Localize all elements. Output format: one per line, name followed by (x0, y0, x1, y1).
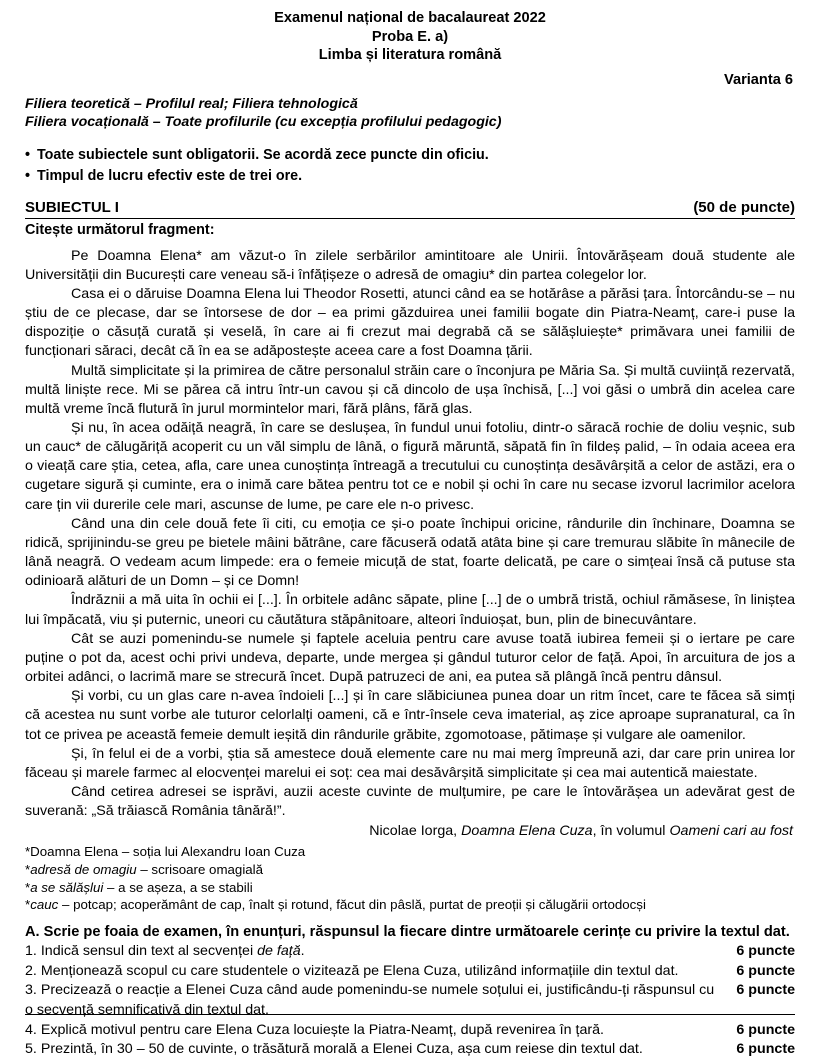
attribution-connector: , în volumul (592, 823, 670, 840)
question-text (25, 963, 679, 979)
header-title-line-1: Examenul național de bacalaureat 2022 (274, 10, 546, 26)
question-points: 6 puncte (736, 1021, 795, 1038)
fragment-paragraph: Îndrăznii a mă uita în ochii ei [...]. În orbitele adânc săpate, pline [...] de o umbră tristă, ochiul rămăsese, în liniștea lui împăcată, viu și puternic, uneori cu căutătura stăpânitoare, alteori înduioșat, bun, plin de binecuvântare. (25, 592, 795, 628)
fragment-paragraph: Pe Doamna Elena* am văzut-o în zilele serbărilor amintitoare ale Unirii. Întovărășeam două studente ale Universității din București care veneau să-i înfățișeze o adresă de omagiu* din partea colegelor lor. (25, 247, 795, 283)
bullet-icon: • (25, 167, 31, 184)
filiera-line-2: Filiera vocațională – Toate profilurile (cu excepția profilului pedagogic) (25, 114, 502, 131)
bullet-icon: • (25, 146, 31, 163)
source-attribution (25, 822, 795, 841)
question-body-tail: . (300, 943, 305, 960)
task-a-block (25, 923, 795, 1060)
note-item-1-label: Toate subiectele sunt obligatorii. Se acordă zece puncte din oficiu. (37, 146, 489, 163)
question-number: 2. (25, 962, 41, 979)
footnote-4 (25, 896, 795, 914)
question-number: 5. (25, 1041, 41, 1058)
header-title-line-3: Limba și literatura română (318, 47, 502, 64)
footnote-star-icon: * (25, 879, 31, 895)
fragment-paragraph: Și, în felul ei de a vorbi, știa să amestece două elemente care nu mai merg împreună azi, dar care prin unirea lor făceau și marele farmec al elocvenței marelui ei soț: cea mai desăvârșită simplicitate și cea mai autentică maiestate. (25, 745, 795, 781)
fragment-paragraph: Multă simplicitate și la primirea de către personalul străin care o înconjura pe Măria Sa. Și multă cuviință rezervată, multă liniște rece. Mi se părea că intru într-un cavou și că dincolo de ușa închisă, [...] voi găsi o umbră din acelea care multă vreme încă flutură în jurul mormintelor mari, fără plâns, fără glas. (25, 362, 795, 417)
question-italic-term: de față (257, 943, 301, 960)
question-body: Menționează scopul cu care studentele o vizitează pe Elena Cuza, utilizând informațiile din textul dat. (40, 962, 679, 979)
footnote-4-term: cauc (30, 897, 59, 913)
exam-notes (25, 145, 795, 187)
header-title-line-2: Proba E. a) (371, 28, 449, 45)
read-fragment-instruction: Citește următorul fragment: (25, 221, 215, 238)
footnote-4-definition: – potcap; acoperământ de cap, înalt și rotund, făcut din pâslă, purtat de preoții și călugării ortodocși (58, 897, 646, 913)
question-body: Precizează o reacție a Elenei Cuza când aude pomenindu-se numele soțului ei, justificându-ți răspunsul cu o secvență semnificativă din textul dat. (25, 982, 715, 1018)
fragment-paragraph: Cât se auzi pomenindu-se numele și faptele aceluia pentru care avuse toată iubirea femeii și o iertare pe care puține o pot da, acest ochi privi undeva, departe, unde mergea și gândul tuturor celor de față. Apoi, în arcuitura de jos a orbitei adânci, o lacrimă mare se strecură încet. După patruzeci de ani, ea putea să plângă încă pentru dânsul. (25, 630, 795, 686)
footnotes-block (25, 843, 795, 913)
attribution-volume-title: Oameni cari au fost (669, 823, 793, 840)
subject-points: (50 de puncte) (693, 198, 795, 216)
fragment-paragraph: Casa ei o dăruise Doamna Elena lui Theodor Rosetti, atunci când ea se hotărâse a părăsi țara. Întorcându-se – nu știu de ce plecase, dar se întorsese de dor – ea primi găzduirea unei familii bogate din Piatra-Neamț, care-i puse la dispoziție o căsuță curată și veselă, în care ai fi crezut mai degrabă că se sălășluiește* primăvara unei familii de funcționari săraci, decât că în ea se adăpostește aceea care a fost Doamna țării. (25, 285, 795, 360)
subject-heading (25, 198, 795, 219)
attribution-author: Nicolae Iorga, (369, 823, 462, 840)
task-a-instruction: A. Scrie pe foaia de examen, în enunțuri, răspunsul la fiecare dintre următoarele cerințe cu privire la textul dat. (25, 923, 790, 940)
subject-title: SUBIECTUL I (25, 198, 119, 216)
question-body: Explică motivul pentru care Elena Cuza locuiește la Piatra-Neamț, după revenirea în țară. (40, 1021, 605, 1038)
question-text (25, 1041, 643, 1057)
footnote-3 (25, 879, 795, 897)
fragment-paragraph: Și vorbi, cu un glas care n-avea îndoieli [...] și în care slăbiciunea punea doar un ritm încet, care te făcea să simți că acestea nu sunt vorbe ale tuturor celorlalți oameni, că e într-însele ceva imaterial, aș zice aproape supranatural, ca în tot ce privea pe această femeie demult ieșită din rândurile grăbite, zgomotoase, pătimașe și vulgare ale oamenilor. (25, 688, 795, 743)
fragment-paragraph: Când una din cele două fete îi citi, cu emoția ce și-o poate închipui oricine, rândurile din închinare, Doamna se ridică, sprijinindu-se greu pe bietele mâini bătrâne, care făcuseră odată atâta bine și care tremurau slăbite în mânecile de lână neagră. O vedeam acum limpede: era o femeie micuță de stat, foarte delicată, pe care o simțeai însă că putuse sta odinioară alături de un Domn – și ce Domn! (25, 515, 795, 590)
footnote-1: *Doamna Elena – soția lui Alexandru Ioan Cuza (25, 844, 306, 860)
note-item-1 (25, 145, 795, 166)
footnote-2-definition: – scrisoare omagială (136, 862, 264, 878)
task-a-question-list (25, 942, 795, 1060)
question-body: Prezintă, în 30 – 50 de cuvinte, o trăsătură morală a Elenei Cuza, așa cum reiese din textul dat. (40, 1041, 643, 1058)
footnote-star-icon: * (25, 862, 31, 878)
document-header (25, 9, 795, 65)
fragment-paragraph: Când cetirea adresei se isprăvi, auzii aceste cuvinte de mulțumire, pe care le întovărășea un adevărat gest de suverană: „Să trăiască România tânără!”. (25, 783, 795, 820)
question-points: 6 puncte (736, 982, 795, 999)
note-item-2 (25, 166, 795, 187)
question-number: 3. (25, 982, 41, 999)
question-points: 6 puncte (736, 962, 795, 979)
variant-label: Varianta 6 (724, 71, 793, 88)
page-bottom-rule (25, 1014, 795, 1015)
reading-fragment (25, 247, 795, 822)
question-item (25, 962, 795, 982)
note-item-2-label: Timpul de lucru efectiv este de trei ore. (37, 167, 303, 184)
attribution-work-title: Doamna Elena Cuza (461, 823, 593, 840)
fragment-paragraph: Și nu, în acea odăiță neagră, în care se deslușea, în fundul unui fotoliu, dintr-o săracă rochie de doliu veșnic, sub un cauc* de călugăriță acoperit cu un văl simplu de lână, o figură măruntă, săpată fin în fildeș palid, – în odaia aceea era o vieață care știa, cetea, afla, care unea cunoștința întreagă a trecutului cu cunoștința desăvârșită a celor de astăzi, era o cugetare sigură și cuminte, era o inimă care bătea pentru tot ce e nobil și ochi în care nu secase izvorul lacrimilor acelora care țin vii durerile cele mari, ascunse de lume, pe care ele n-o privesc. (25, 420, 795, 513)
footnote-star-icon: * (25, 897, 31, 913)
question-points: 6 puncte (736, 943, 795, 960)
question-item (25, 1040, 795, 1060)
question-number: 1. (25, 943, 41, 960)
question-text (25, 1022, 604, 1038)
filiera-line-1: Filiera teoretică – Profilul real; Filiera tehnologică (25, 95, 358, 112)
question-text (25, 982, 714, 1018)
question-number: 4. (25, 1021, 41, 1038)
question-body: Indică sensul din text al secvenței (40, 943, 258, 960)
footnote-2-term: adresă de omagiu (30, 862, 137, 878)
question-points: 6 puncte (736, 1041, 795, 1058)
footnote-3-term: a se sălășlui (30, 879, 104, 895)
footnote-3-definition: – a se așeza, a se stabili (103, 879, 253, 895)
question-item (25, 942, 795, 962)
filiera-block (25, 95, 795, 132)
footnote-2 (25, 861, 795, 879)
question-item (25, 1021, 795, 1041)
question-text (25, 943, 305, 959)
